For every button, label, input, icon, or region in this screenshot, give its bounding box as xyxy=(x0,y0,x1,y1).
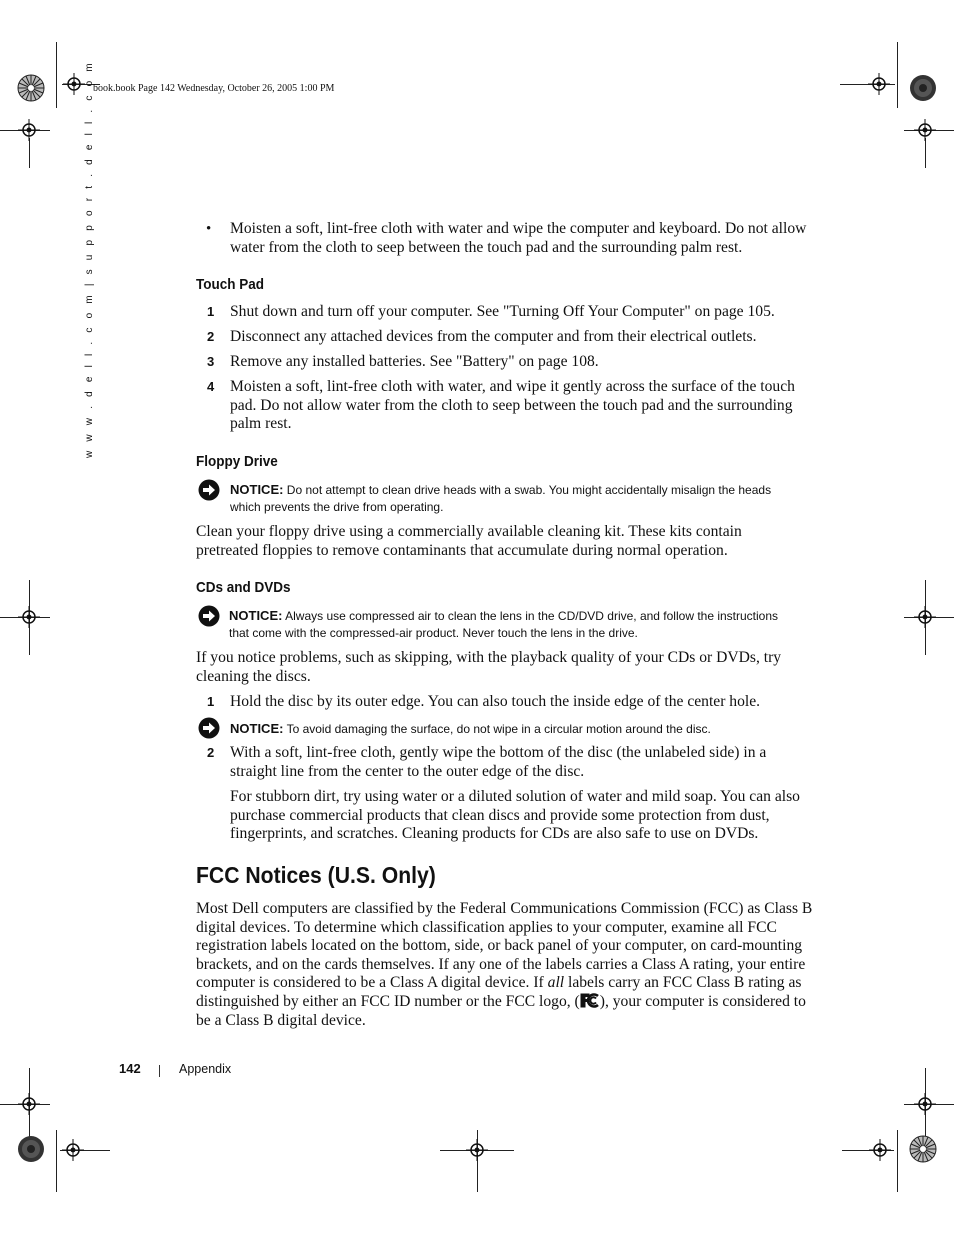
step-text: With a soft, lint-free cloth, gently wipe the bottom of the disc (the unlabeled side) in a straight line from the center to the outer edge of the disc. xyxy=(230,744,767,780)
starburst-target-icon xyxy=(17,74,45,102)
notice-floppy: NOTICE: Do not attempt to clean drive heads with a swab. You might accidentally misalign the heads which prevents the drive from operating. xyxy=(230,482,772,514)
notice-cd-lens: NOTICE: Always use compressed air to clean the lens in the CD/DVD drive, and follow the instructions that come with the compressed-air product. Never touch the lens in the drive. xyxy=(229,608,779,640)
cds-paragraph: If you notice problems, such as skipping, with the playback quality of your CDs or DVDs, try cleaning the discs. xyxy=(196,649,782,685)
registration-mark-icon xyxy=(62,1139,84,1161)
registration-mark-icon xyxy=(18,606,40,628)
notice-cd-wipe: NOTICE: To avoid damaging the surface, do not wipe in a circular motion around the disc. xyxy=(230,721,711,736)
page-number: 142 xyxy=(119,1061,141,1076)
fcc-paragraph: Most Dell computers are classified by the Federal Communications Commission (FCC) as Class B digital devices. To determine which classification applies to your computer, examine all FCC registration labels located on the bottom, side, or back panel of your computer, on card-mounting brackets, and on the cards themselves. If any one of the labels carries a Class A rating, your entire computer is considered to be a Class A digital device. If all labels carry an FCC Class B rating as distinguished by either an FCC ID number or the FCC logo, ( ), your computer is considered to be a Class B digital device. xyxy=(196,900,813,1029)
registration-mark-icon xyxy=(18,1093,40,1115)
floppy-paragraph: Clean your floppy drive using a commercially available cleaning kit. These kits contain pretreated floppies to remove contaminants that accumulate during normal operation. xyxy=(196,523,742,559)
section-heading-fcc: FCC Notices (U.S. Only) xyxy=(196,862,436,888)
starburst-target-icon xyxy=(909,1135,937,1163)
footer-section-label: Appendix xyxy=(179,1062,232,1076)
step-text: Remove any installed batteries. See "Battery" on page 108. xyxy=(230,353,599,370)
registration-mark-icon xyxy=(914,119,936,141)
registration-mark-icon xyxy=(18,119,40,141)
registration-mark-icon xyxy=(868,73,890,95)
registration-mark-icon xyxy=(914,1093,936,1115)
notice-arrow-icon xyxy=(198,605,220,627)
step-number: 2 xyxy=(207,329,215,344)
section-heading-floppy-drive: Floppy Drive xyxy=(196,453,278,470)
starburst-target-icon xyxy=(909,74,937,102)
registration-mark-icon xyxy=(869,1139,891,1161)
notice-label: NOTICE: xyxy=(230,721,284,736)
section-heading-cds-dvds: CDs and DVDs xyxy=(196,579,291,596)
registration-mark-icon xyxy=(466,1139,488,1161)
step-text: Disconnect any attached devices from the computer and from their electrical outlets. xyxy=(230,328,757,345)
print-slug: book.book Page 142 Wednesday, October 26, 2005 1:00 PM xyxy=(93,83,335,94)
step-number: 2 xyxy=(207,745,215,760)
side-url: w w w . d e l l . c o m | s u p p o r t . d e l l . c o m xyxy=(84,60,95,458)
step-number: 4 xyxy=(207,379,215,394)
step-text: Shut down and turn off your computer. See "Turning Off Your Computer" on page 105. xyxy=(230,303,775,320)
cds-extra-paragraph: For stubborn dirt, try using water or a diluted solution of water and mild soap. You can also purchase commercial products that clean discs and provide some protection from dust, fingerprints, and scratches. Cleaning products for CDs are also safe to use on DVDs. xyxy=(230,788,800,843)
step-text: Moisten a soft, lint-free cloth with water, and wipe it gently across the surface of the touch pad. Do not allow water from the cloth to seep between the touch pad and the surrounding palm rest. xyxy=(230,378,795,433)
intro-bullet-text: Moisten a soft, lint-free cloth with water and wipe the computer and keyboard. Do not allow water from the cloth to seep between the touch pad and the surrounding palm rest. xyxy=(230,220,807,256)
starburst-target-icon xyxy=(17,1135,45,1163)
bullet-marker: • xyxy=(206,221,212,237)
step-number: 1 xyxy=(207,304,215,319)
section-heading-touch-pad: Touch Pad xyxy=(196,276,265,293)
notice-arrow-icon xyxy=(198,479,220,501)
step-number: 1 xyxy=(207,694,215,709)
step-number: 3 xyxy=(207,354,215,369)
registration-mark-icon xyxy=(63,73,85,95)
notice-arrow-icon xyxy=(198,717,220,739)
fcc-logo-icon xyxy=(580,993,600,1008)
notice-label: NOTICE: xyxy=(230,482,284,497)
footer-divider xyxy=(159,1065,160,1077)
notice-label: NOTICE: xyxy=(229,608,283,623)
registration-mark-icon xyxy=(914,606,936,628)
step-text: Hold the disc by its outer edge. You can also touch the inside edge of the center hole. xyxy=(230,693,761,710)
